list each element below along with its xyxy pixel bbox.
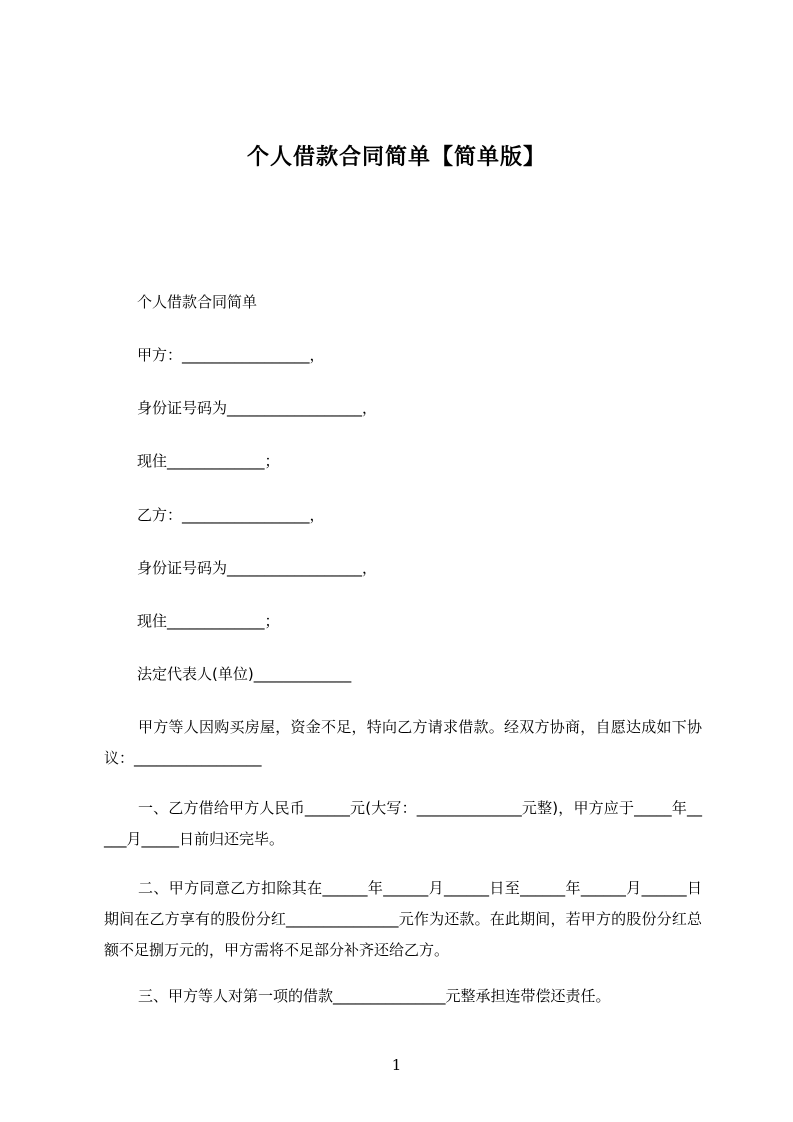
party-a-line: 甲方：_________________， (137, 346, 325, 364)
party-a-address-line: 现住_____________； (137, 452, 280, 470)
party-b-line: 乙方：_________________， (137, 506, 325, 524)
clause-3: 三、甲方等人对第一项的借款_______________元整承担连带偿还责任。 (138, 987, 611, 1005)
contract-subtitle: 个人借款合同简单 (137, 293, 258, 311)
page-number: 1 (391, 1056, 402, 1074)
clause-1: 一、乙方借给甲方人民币______元(大写：______________元整)，甲方应于_____年_____月_____日前归还完毕。 (104, 799, 702, 848)
clause-2: 二、甲方同意乙方扣除其在______年______月______日至______年______月______日期间在乙方享有的股份分红_______________元作为还款。在此期间，若甲方的股份分红总额不足捌万元的，甲方需将不足部分补齐还给乙方。 (104, 879, 702, 959)
legal-representative-line: 法定代表人(单位)_____________ (137, 665, 352, 683)
party-b-address-line: 现住_____________； (137, 612, 280, 630)
document-title: 个人借款合同简单【简单版】 (246, 145, 546, 170)
party-b-id-line: 身份证号码为__________________， (137, 559, 378, 577)
party-a-id-line: 身份证号码为__________________， (137, 399, 378, 417)
intro-paragraph: 甲方等人因购买房屋，资金不足，特向乙方请求借款。经双方协商，自愿达成如下协议：_________________ (104, 718, 702, 767)
